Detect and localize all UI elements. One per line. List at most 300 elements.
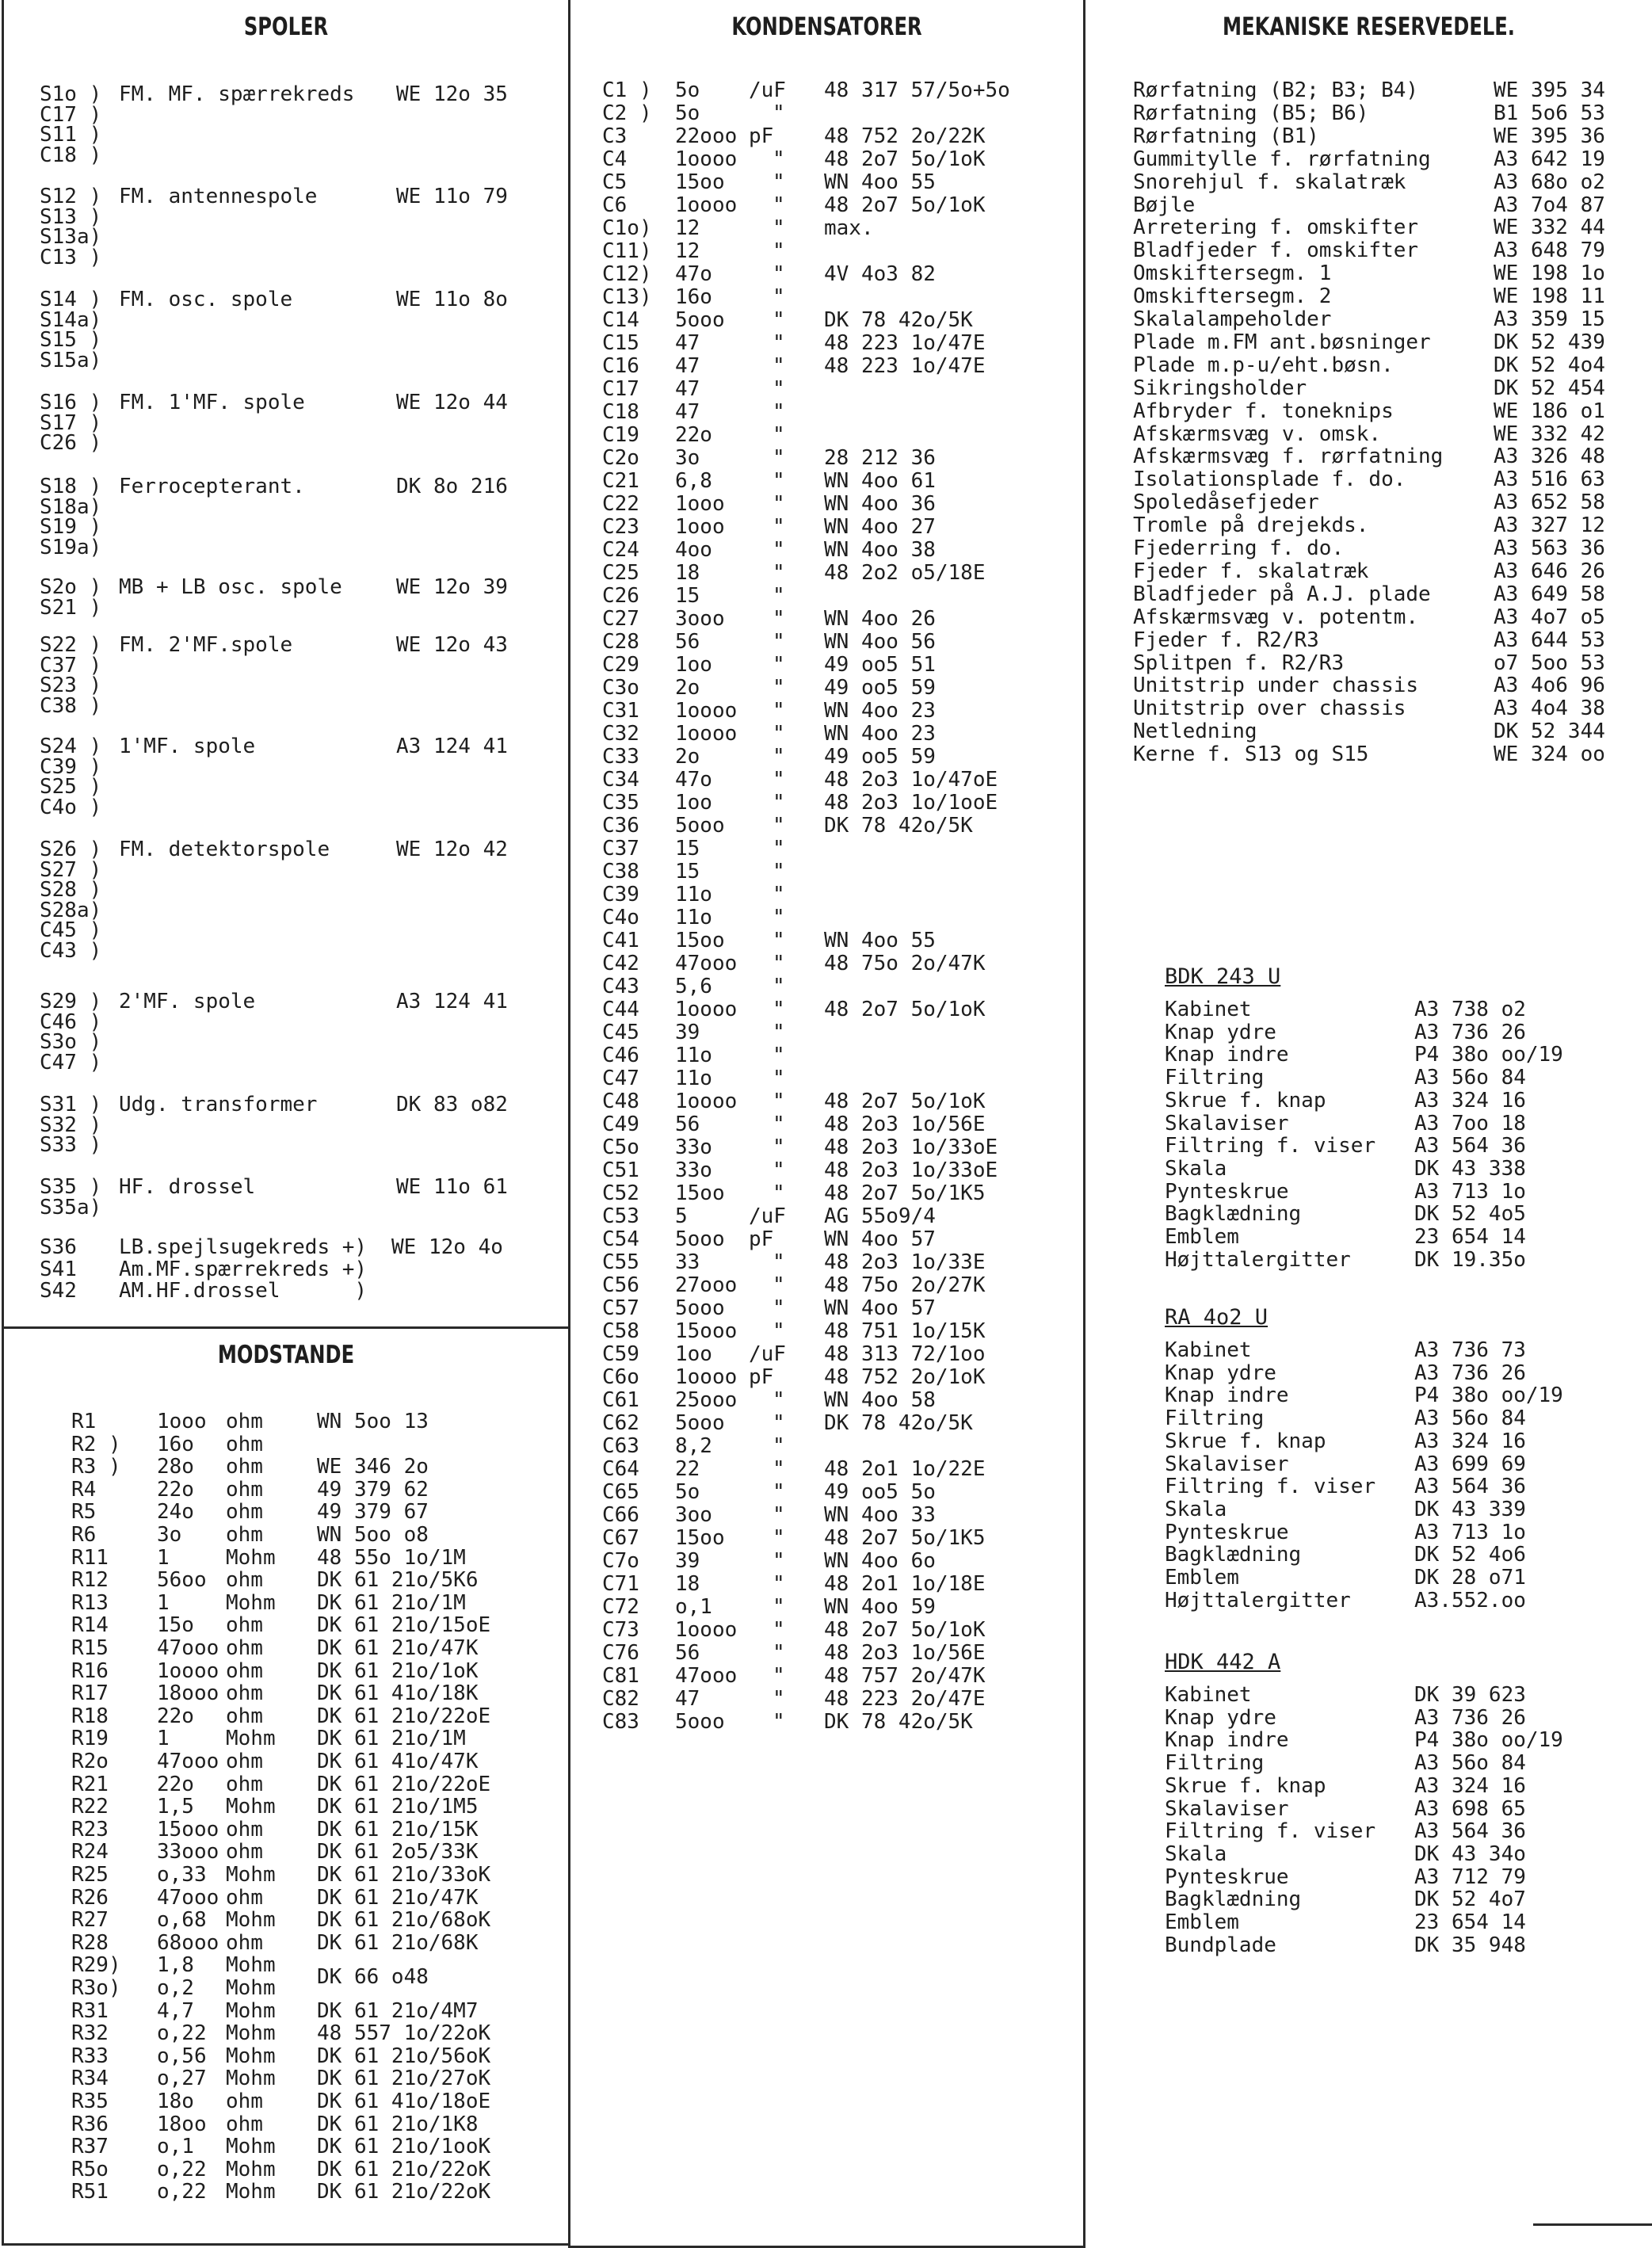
resistor-unit: ohm [226, 1840, 263, 1864]
resistor-ref: R22 [71, 1795, 109, 1819]
capacitor-unit: " [773, 1434, 785, 1458]
capacitor-part-number: 48 2o3 1o/33E [824, 1250, 986, 1274]
capacitor-value: 11o [675, 906, 712, 929]
capacitor-unit: " [773, 952, 785, 975]
resistor-part-number: DK 61 21o/68oK [317, 1908, 491, 1933]
capacitor-value: 47 [675, 331, 700, 355]
capacitor-part-number: WN 4oo 26 [824, 607, 936, 631]
resistor-unit: Mohm [226, 1545, 276, 1570]
capacitor-unit: " [773, 354, 785, 378]
capacitor-ref: C55 [602, 1250, 639, 1274]
model-part-number: DK 19.35o [1414, 1247, 1526, 1272]
resistor-ref: R19 [71, 1727, 109, 1751]
capacitor-ref: C52 [602, 1181, 639, 1205]
capacitor-ref: C35 [602, 791, 639, 815]
mechanical-part-description: Sikringsholder [1133, 376, 1307, 400]
model-part-description: Bagklædning [1165, 1543, 1302, 1567]
resistor-ref: R31 [71, 1998, 109, 2023]
capacitor-value: 1oooo [675, 1090, 738, 1113]
capacitor-value: 11o [675, 1067, 712, 1090]
capacitor-unit: pF [749, 1365, 774, 1389]
resistor-value: 1 [157, 1545, 170, 1570]
capacitor-value: 33o [675, 1135, 712, 1159]
capacitor-unit: " [773, 1526, 785, 1550]
resistor-part-number: DK 61 21o/22oK [317, 2157, 491, 2181]
capacitor-ref: C4o [602, 906, 639, 929]
model-part-number: A3 56o 84 [1414, 1406, 1526, 1431]
coil-ref: S28a) [40, 898, 102, 922]
resistor-part-number: DK 61 21o/68K [317, 1930, 479, 1955]
capacitor-value: 1oooo [675, 147, 738, 171]
model-part-description: Emblem [1165, 1910, 1239, 1934]
capacitor-part-number: WN 4oo 58 [824, 1388, 936, 1412]
capacitor-part-number: 49 oo5 59 [824, 745, 936, 769]
capacitor-ref: C49 [602, 1113, 639, 1136]
capacitor-unit: " [773, 975, 785, 998]
resistor-unit: ohm [226, 1772, 263, 1796]
model-part-number: P4 38o oo/19 [1414, 1043, 1563, 1067]
mechanical-part-number: DK 52 344 [1494, 719, 1605, 744]
capacitor-part-number: 48 751 1o/15K [824, 1319, 986, 1343]
resistor-value: 18ooo [157, 1681, 219, 1706]
capacitor-unit: " [773, 1411, 785, 1435]
capacitor-unit: " [773, 1549, 785, 1573]
model-part-number: DK 52 4o5 [1414, 1202, 1526, 1227]
resistor-value: 1ooo [157, 1410, 207, 1433]
model-part-description: Skrue f. knap [1165, 1088, 1326, 1113]
capacitor-unit: /uF [749, 78, 786, 102]
capacitor-value: 15 [675, 584, 700, 608]
resistor-part-number: WN 5oo 13 [317, 1410, 429, 1433]
capacitor-value: 5ooo [675, 1411, 725, 1435]
capacitor-part-number: WN 4oo 6o [824, 1549, 936, 1573]
resistor-part-number: DK 61 21o/5K6 [317, 1568, 479, 1593]
coil-ref: S35a) [40, 1195, 102, 1219]
model-part-number: DK 35 948 [1414, 1933, 1526, 1957]
capacitor-unit: " [773, 837, 785, 861]
capacitor-ref: C25 [602, 561, 639, 585]
mechanical-part-description: Rørfatning (B1) [1133, 124, 1319, 148]
coil-ref: S25 ) [40, 775, 102, 800]
capacitor-ref: C53 [602, 1204, 639, 1228]
capacitor-unit: " [773, 1480, 785, 1504]
capacitor-unit: " [773, 216, 785, 240]
coil-ref: S35 ) [40, 1175, 102, 1199]
coil-ref: S21 ) [40, 595, 102, 620]
capacitor-value: 1oooo [675, 998, 738, 1021]
model-part-number: A3 698 65 [1414, 1796, 1526, 1821]
capacitor-value: 18 [675, 1572, 700, 1596]
coil-ref: C47 ) [40, 1050, 102, 1074]
capacitor-ref: C19 [602, 423, 639, 447]
coil-ref: S14a) [40, 307, 102, 332]
mechanical-part-description: Snorehjul f. skalatræk [1133, 170, 1406, 194]
coil-description: AM.HF.drossel ) [119, 1279, 368, 1303]
resistor-ref: R36 [71, 2112, 109, 2136]
capacitor-ref: C59 [602, 1342, 639, 1366]
resistor-part-number: 48 55o 1o/1M [317, 1545, 466, 1570]
capacitor-unit: " [773, 630, 785, 654]
mechanical-part-number: A3 327 12 [1494, 513, 1605, 538]
coil-ref: S27 ) [40, 857, 102, 882]
coil-part-number: WE 11o 61 [396, 1175, 508, 1199]
coil-part-number: WE 12o 42 [396, 838, 508, 861]
resistor-unit: ohm [226, 2090, 263, 2113]
capacitor-value: 6,8 [675, 469, 712, 493]
model-part-number: A3 736 26 [1414, 1361, 1526, 1385]
model-part-description: Skala [1165, 1842, 1227, 1866]
coil-ref: C45 ) [40, 918, 102, 943]
mechanical-part-number: WE 395 36 [1494, 124, 1605, 148]
model-part-number: A3 736 26 [1414, 1020, 1526, 1044]
resistor-ref: R12 [71, 1568, 109, 1593]
capacitor-value: 8,2 [675, 1434, 712, 1458]
mechanical-part-description: Bøjle [1133, 193, 1196, 217]
resistor-value: 56oo [157, 1568, 207, 1593]
resistor-part-number: DK 61 21o/15oE [317, 1613, 491, 1638]
resistor-ref: R24 [71, 1840, 109, 1864]
model-part-number: A3 713 1o [1414, 1520, 1526, 1544]
resistor-value: o,68 [157, 1908, 207, 1933]
resistor-ref: R4 [71, 1477, 97, 1502]
model-part-description: Knap ydre [1165, 1705, 1276, 1730]
capacitor-part-number: 48 2o3 1o/47oE [824, 768, 998, 792]
resistor-value: 3o [157, 1523, 182, 1547]
capacitor-part-number: WN 4oo 55 [824, 170, 936, 194]
model-part-description: Filtring f. viser [1165, 1819, 1376, 1844]
coil-part-number: WE 11o 8o [396, 288, 508, 311]
model-part-description: Skalaviser [1165, 1452, 1289, 1476]
capacitor-value: 47 [675, 354, 700, 378]
capacitor-value: 1oooo [675, 1365, 738, 1389]
coil-ref: S31 ) [40, 1093, 102, 1116]
capacitor-unit: pF [749, 1227, 774, 1251]
resistor-part-number: DK 61 21o/27oK [317, 2067, 491, 2091]
model-part-description: Knap indre [1165, 1043, 1289, 1067]
resistor-value: o,2 [157, 1976, 194, 2000]
model-part-description: Skalaviser [1165, 1111, 1289, 1135]
capacitor-unit: " [773, 1687, 785, 1711]
capacitor-value: 22 [675, 1457, 700, 1481]
capacitor-part-number: WN 4oo 59 [824, 1595, 936, 1619]
capacitor-value: 5o [675, 101, 700, 125]
capacitor-ref: C51 [602, 1158, 639, 1182]
mechanical-part-number: A3 644 53 [1494, 628, 1605, 652]
resistor-ref: R17 [71, 1681, 109, 1706]
model-part-number: A3 736 73 [1414, 1338, 1526, 1362]
resistor-unit: ohm [226, 1681, 263, 1706]
coil-ref: S28 ) [40, 878, 102, 903]
mechanical-part-description: Splitpen f. R2/R3 [1133, 651, 1345, 675]
capacitor-ref: C46 [602, 1044, 639, 1067]
model-part-description: Skala [1165, 1156, 1227, 1181]
coil-part-number: A3 124 41 [396, 735, 508, 758]
resistor-unit: ohm [226, 1613, 263, 1638]
model-part-number: A3 736 26 [1414, 1705, 1526, 1730]
capacitor-ref: C29 [602, 653, 639, 677]
capacitor-part-number: 48 2o7 5o/1oK [824, 998, 986, 1021]
capacitor-value: 27ooo [675, 1273, 738, 1297]
capacitor-value: 11o [675, 883, 712, 906]
resistor-part-number: DK 61 41o/47K [317, 1750, 479, 1773]
resistor-unit: ohm [226, 1658, 263, 1683]
capacitor-ref: C13) [602, 285, 652, 309]
resistor-unit: Mohm [226, 2180, 276, 2204]
coil-ref: C18 ) [40, 143, 102, 167]
capacitor-unit: " [773, 1710, 785, 1734]
capacitor-ref: C76 [602, 1641, 639, 1665]
capacitor-part-number: WN 4oo 57 [824, 1227, 936, 1251]
capacitor-part-number: WN 4oo 38 [824, 538, 936, 562]
resistor-part-number: 48 557 1o/22oK [317, 2021, 491, 2046]
resistor-ref: R51 [71, 2180, 109, 2204]
coil-part-number: WE 12o 43 [396, 633, 508, 657]
capacitor-unit: " [773, 768, 785, 792]
coil-ref: S41 [40, 1258, 77, 1281]
capacitor-value: 3oo [675, 1503, 712, 1527]
coil-part-number: WE 12o 44 [396, 391, 508, 414]
capacitor-part-number: 48 2o1 1o/22E [824, 1457, 986, 1481]
capacitor-ref: C27 [602, 607, 639, 631]
capacitor-ref: C2 ) [602, 101, 652, 125]
capacitor-unit: " [773, 699, 785, 723]
capacitor-part-number: 48 75o 2o/47K [824, 952, 986, 975]
mechanical-part-number: A3 652 58 [1494, 490, 1605, 515]
model-part-number: A3 699 69 [1414, 1452, 1526, 1476]
mechanical-part-description: Afskærmsvæg v. omsk. [1133, 422, 1382, 446]
capacitor-ref: C81 [602, 1664, 639, 1688]
coil-description: LB.spejlsugekreds +) [119, 1235, 368, 1259]
model-part-number: A3 56o 84 [1414, 1751, 1526, 1776]
resistor-value: 24o [157, 1500, 194, 1525]
resistor-ref: R2 ) [71, 1432, 121, 1456]
model-part-description: Skrue f. knap [1165, 1773, 1326, 1798]
mechanical-part-number: A3 646 26 [1494, 559, 1605, 583]
resistor-part-number: DK 66 o48 [317, 1965, 429, 1989]
resistor-unit: ohm [226, 1704, 263, 1728]
mechanical-part-description: Rørfatning (B2; B3; B4) [1133, 78, 1419, 102]
capacitor-unit: " [773, 446, 785, 470]
mechanical-part-number: A3 563 36 [1494, 536, 1605, 560]
model-part-description: Bundplade [1165, 1933, 1276, 1957]
mechanical-part-number: A3 642 19 [1494, 147, 1605, 171]
resistor-value: 47ooo [157, 1636, 219, 1660]
capacitor-unit: " [773, 906, 785, 929]
resistor-unit: Mohm [226, 1998, 276, 2023]
coil-description: HF. drossel [119, 1175, 256, 1199]
resistor-ref: R21 [71, 1772, 109, 1796]
capacitor-ref: C21 [602, 469, 639, 493]
resistor-ref: R32 [71, 2021, 109, 2046]
capacitor-ref: C48 [602, 1090, 639, 1113]
capacitor-part-number: WN 4oo 36 [824, 492, 936, 516]
capacitor-ref: C73 [602, 1618, 639, 1642]
capacitor-ref: C32 [602, 722, 639, 746]
resistor-ref: R5o [71, 2157, 109, 2181]
capacitor-value: 1oooo [675, 193, 738, 217]
capacitor-unit: " [773, 239, 785, 263]
capacitor-part-number: max. [824, 216, 874, 240]
resistor-part-number: DK 61 41o/18K [317, 1681, 479, 1706]
coil-ref: S15 ) [40, 328, 102, 353]
mechanical-part-number: A3 68o o2 [1494, 170, 1605, 194]
resistor-unit: Mohm [226, 1976, 276, 2000]
capacitor-unit: " [773, 1135, 785, 1159]
capacitor-unit: " [773, 1388, 785, 1412]
resistor-value: 1oooo [157, 1658, 219, 1683]
mechanical-part-number: A3 4o4 38 [1494, 697, 1605, 721]
resistor-part-number: DK 61 21o/56oK [317, 2044, 491, 2068]
resistor-unit: Mohm [226, 1863, 276, 1887]
model-part-description: Skrue f. knap [1165, 1429, 1326, 1453]
capacitor-part-number: DK 78 42o/5K [824, 1710, 973, 1734]
resistor-ref: R29) [71, 1953, 121, 1978]
capacitor-ref: C5 [602, 170, 628, 194]
capacitor-part-number: 48 2o3 1o/56E [824, 1641, 986, 1665]
resistor-ref: R2o [71, 1750, 109, 1773]
coil-description: Ferrocepterant. [119, 475, 305, 498]
coil-ref: S22 ) [40, 633, 102, 657]
capacitor-part-number: 48 2o7 5o/1K5 [824, 1181, 986, 1205]
model-part-number: P4 38o oo/19 [1414, 1728, 1563, 1753]
coil-ref: S32 ) [40, 1113, 102, 1137]
resistor-unit: ohm [226, 1817, 263, 1842]
capacitor-value: 47o [675, 262, 712, 286]
capacitor-value: 33 [675, 1250, 700, 1274]
capacitor-part-number: 48 752 2o/1oK [824, 1365, 986, 1389]
capacitor-unit: " [773, 676, 785, 700]
capacitor-unit: " [773, 791, 785, 815]
resistor-unit: Mohm [226, 2135, 276, 2159]
resistor-ref: R15 [71, 1636, 109, 1660]
coil-ref: S17 ) [40, 410, 102, 435]
capacitor-value: 5ooo [675, 814, 725, 838]
capacitor-value: 39 [675, 1549, 700, 1573]
capacitor-part-number: 49 oo5 51 [824, 653, 936, 677]
mechanical-part-number: WE 198 1o [1494, 261, 1605, 286]
capacitor-unit: " [773, 492, 785, 516]
capacitor-ref: C4 [602, 147, 628, 171]
resistor-value: o,22 [157, 2180, 207, 2204]
coil-description: MB + LB osc. spole [119, 575, 342, 599]
resistor-part-number: DK 61 21o/33oK [317, 1863, 491, 1887]
coil-ref: S2o ) [40, 575, 102, 599]
model-part-number: A3 56o 84 [1414, 1066, 1526, 1090]
resistor-unit: Mohm [226, 1795, 276, 1819]
capacitor-ref: C38 [602, 860, 639, 884]
capacitor-ref: C43 [602, 975, 639, 998]
capacitor-ref: C56 [602, 1273, 639, 1297]
model-part-number: DK 43 338 [1414, 1156, 1526, 1181]
coil-description: FM. osc. spole [119, 288, 293, 311]
capacitor-unit: " [773, 331, 785, 355]
model-part-description: Filtring [1165, 1066, 1265, 1090]
mechanical-part-number: A3 4o6 96 [1494, 674, 1605, 698]
resistor-ref: R1 [71, 1410, 97, 1433]
coil-ref: S3o ) [40, 1030, 102, 1055]
mechanical-part-description: Unitstrip under chassis [1133, 674, 1419, 698]
resistor-unit: Mohm [226, 2021, 276, 2046]
capacitor-unit: " [773, 147, 785, 171]
model-part-number: A3 712 79 [1414, 1864, 1526, 1889]
mechanical-part-number: A3 648 79 [1494, 239, 1605, 263]
capacitor-unit: " [773, 1296, 785, 1320]
coil-ref: S19 ) [40, 515, 102, 540]
capacitor-unit: " [773, 929, 785, 952]
resistor-value: 1,5 [157, 1795, 194, 1819]
capacitor-part-number: 48 2o2 o5/18E [824, 561, 986, 585]
capacitor-value: 39 [675, 1021, 700, 1044]
resistor-part-number: 49 379 67 [317, 1500, 429, 1525]
capacitor-ref: C82 [602, 1687, 639, 1711]
resistor-value: 1,8 [157, 1953, 194, 1978]
bottom-right-rule [1533, 2223, 1652, 2226]
capacitor-ref: C7o [602, 1549, 639, 1573]
model-part-description: Bagklædning [1165, 1887, 1302, 1912]
capacitor-unit: " [773, 423, 785, 447]
capacitor-value: o,1 [675, 1595, 712, 1619]
resistor-part-number: DK 61 21o/4M7 [317, 1998, 479, 2023]
resistor-part-number: DK 61 21o/1oK [317, 1658, 479, 1683]
capacitor-value: 15 [675, 860, 700, 884]
capacitor-value: 1oooo [675, 699, 738, 723]
capacitor-unit: " [773, 1044, 785, 1067]
model-part-description: Filtring f. viser [1165, 1134, 1376, 1158]
capacitor-part-number: 48 317 57/5o+5o [824, 78, 1010, 102]
coil-description: FM. 2'MF.spole [119, 633, 293, 657]
capacitor-unit: " [773, 538, 785, 562]
capacitor-part-number: 48 2o7 5o/1oK [824, 1618, 986, 1642]
capacitor-value: 15oo [675, 170, 725, 194]
mechanical-part-description: Bladfjeder på A.J. plade [1133, 582, 1431, 606]
model-part-description: Pynteskrue [1165, 1864, 1289, 1889]
model-title: HDK 442 A [1165, 1650, 1281, 1674]
capacitor-unit: " [773, 814, 785, 838]
mechanical-part-description: Fjeder f. skalatræk [1133, 559, 1369, 583]
resistor-part-number: DK 61 21o/1M [317, 1727, 466, 1751]
mechanical-part-number: WE 198 11 [1494, 284, 1605, 309]
coil-ref: S24 ) [40, 735, 102, 758]
coil-part-number: DK 8o 216 [396, 475, 508, 498]
capacitor-unit: " [773, 1021, 785, 1044]
capacitor-unit: " [773, 1250, 785, 1274]
model-part-description: Filtring [1165, 1406, 1265, 1431]
capacitor-value: 47o [675, 768, 712, 792]
resistor-unit: ohm [226, 1432, 263, 1456]
coil-description: Udg. transformer [119, 1093, 318, 1116]
capacitor-ref: C72 [602, 1595, 639, 1619]
capacitor-ref: C62 [602, 1411, 639, 1435]
capacitor-part-number: 48 2o7 5o/1oK [824, 1090, 986, 1113]
mechanical-part-description: Tromle på drejekds. [1133, 513, 1369, 538]
capacitor-part-number: 49 oo5 59 [824, 676, 936, 700]
capacitor-unit: " [773, 1595, 785, 1619]
capacitor-part-number: 48 223 1o/47E [824, 331, 986, 355]
capacitor-ref: C33 [602, 745, 639, 769]
resistor-part-number: DK 61 21o/1M5 [317, 1795, 479, 1819]
capacitor-part-number: WN 4oo 57 [824, 1296, 936, 1320]
capacitor-value: 2o [675, 745, 700, 769]
capacitor-unit: " [773, 1618, 785, 1642]
capacitor-part-number: 4V 4o3 82 [824, 262, 936, 286]
capacitor-ref: C15 [602, 331, 639, 355]
capacitor-value: 47ooo [675, 952, 738, 975]
resistor-ref: R3 ) [71, 1455, 121, 1479]
resistor-value: 33ooo [157, 1840, 219, 1864]
capacitor-part-number: 49 oo5 5o [824, 1480, 936, 1504]
capacitor-ref: C57 [602, 1296, 639, 1320]
capacitor-value: 5o [675, 1480, 700, 1504]
